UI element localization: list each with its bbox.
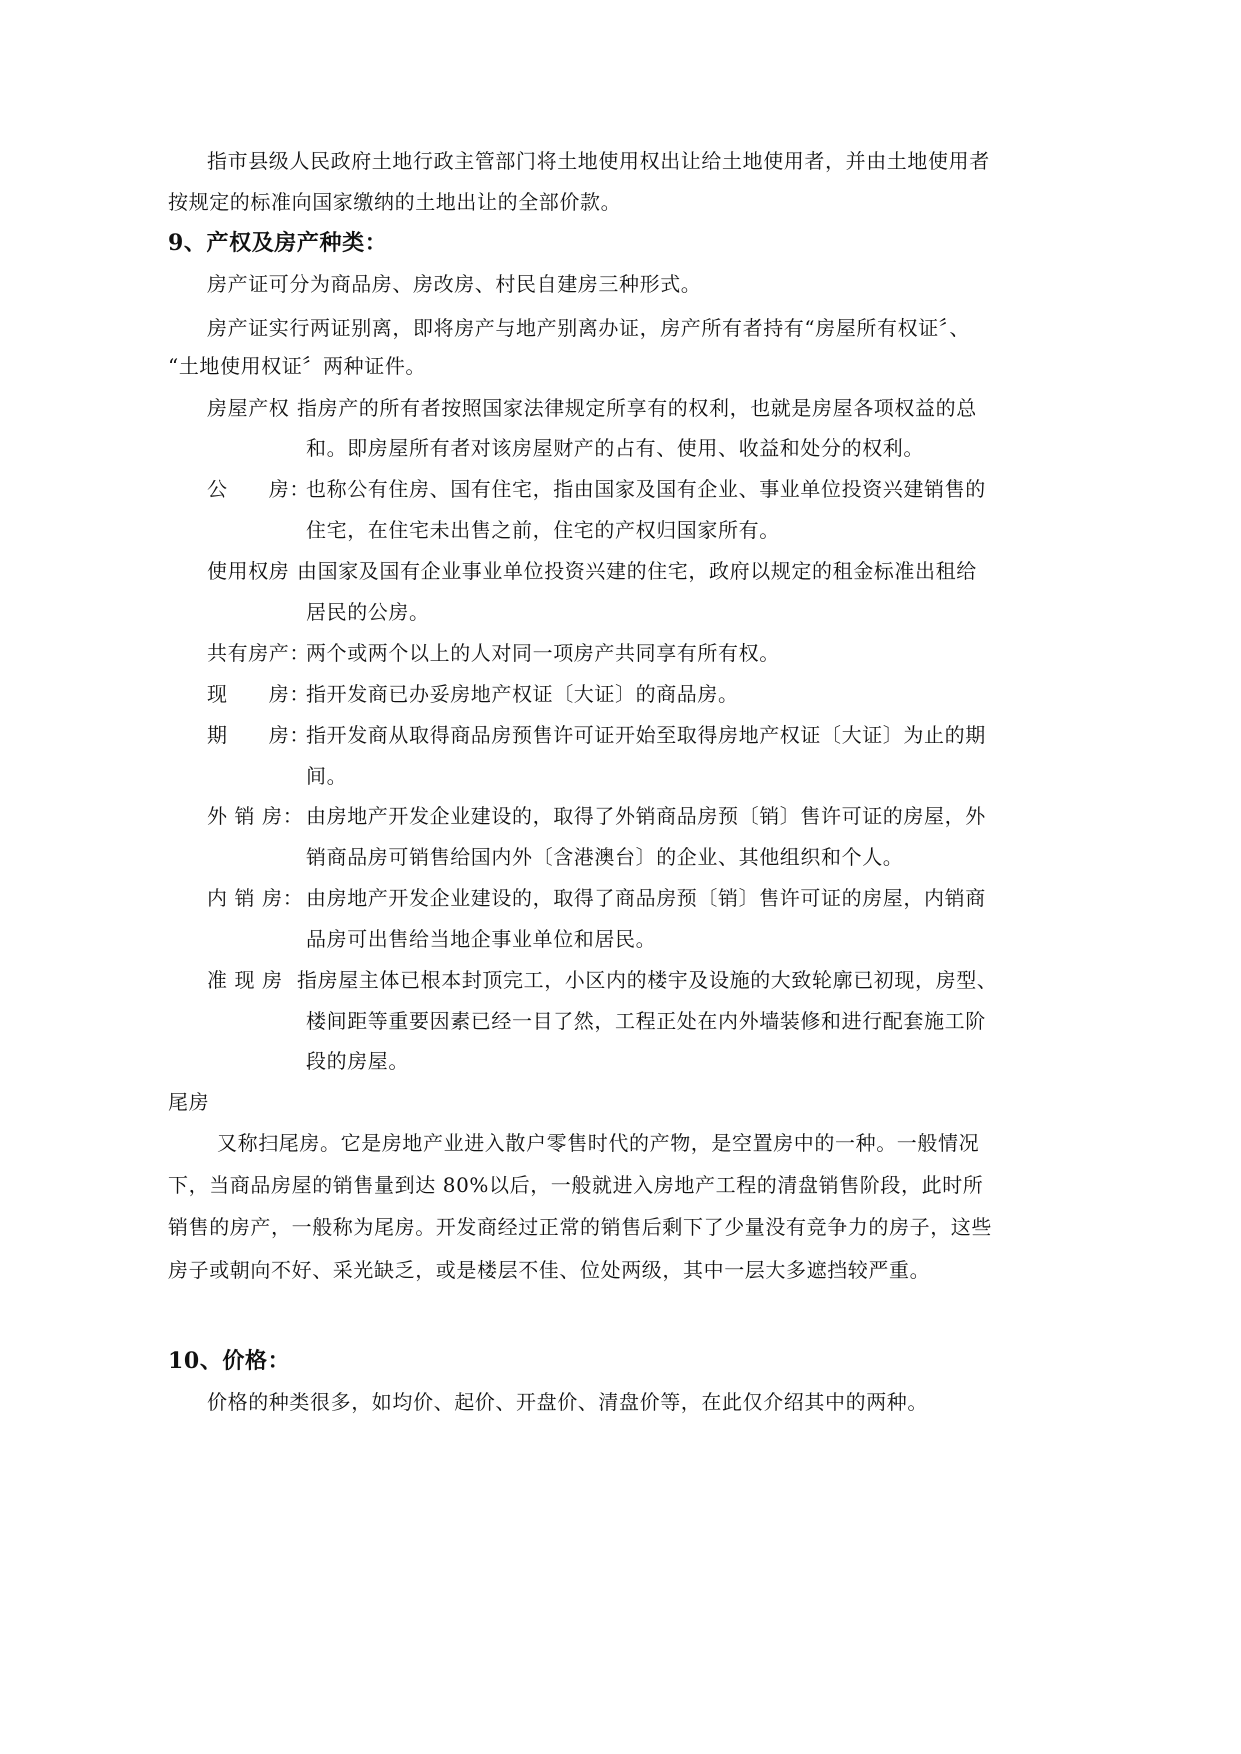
term-label-joint-property: 共有房产： [207,641,310,665]
section-9-para-1: 房产证可分为商品房、房改房、村民自建房三种形式。 [207,272,702,296]
term-export-housing-line-2: 销商品房可销售给国内外〔含港澳台〕的企业、其他组织和个人。 [306,845,904,869]
term-quasi-existing-housing-line-1: 指房屋主体已根本封顶完工，小区内的楼宇及设施的大致轮廓已初现，房型、 [297,968,998,992]
section-9-heading: 9、产权及房产种类： [168,230,388,256]
term-label-export-housing: 外 销 房： [207,804,304,828]
section-10-heading: 10、价格： [168,1348,291,1374]
term-domestic-housing-line-1: 由房地产开发企业建设的，取得了商品房预〔销〕售许可证的房屋，内销商 [306,886,986,910]
term-label-quasi-existing-housing: 准 现 房 [207,968,283,992]
term-use-right-housing-line-2: 居民的公房。 [306,600,430,624]
section-10-para-1: 价格的种类很多，如均价、起价、开盘价、清盘价等，在此仅介绍其中的两种。 [207,1390,928,1414]
land-fee-line-1: 指市县级人民政府土地行政主管部门将土地使用权出让给土地使用者，并由土地使用者 [207,149,990,173]
term-label-property-right: 房屋产权 [207,396,290,420]
term-property-right-line-1: 指房产的所有者按照国家法律规定所享有的权利，也就是房屋各项权益的总 [297,396,977,420]
term-property-right-line-2: 和。即房屋所有者对该房屋财产的占有、使用、收益和处分的权利。 [306,436,924,460]
section-9-para-2-line-2: “土地使用权证〞两种证件。 [168,354,427,378]
tail-house-line-2: 下，当商品房屋的销售量到达 80%以后，一般就进入房地产工程的清盘销售阶段，此时所 [168,1173,984,1197]
term-public-housing-line-1: 也称公有住房、国有住宅，指由国家及国有企业、事业单位投资兴建销售的 [306,477,986,501]
term-forward-housing-line-2: 间。 [306,764,348,788]
term-quasi-existing-housing-line-3: 段的房屋。 [306,1049,409,1073]
term-label-use-right-housing: 使用权房 [207,559,290,583]
land-fee-line-2: 按规定的标准向国家缴纳的土地出让的全部价款。 [168,190,622,214]
term-forward-housing-line-1: 指开发商从取得商品房预售许可证开始至取得房地产权证〔大证〕为止的期 [306,723,986,747]
tail-house-line-4: 房子或朝向不好、采光缺乏，或是楼层不佳、位处两级，其中一层大多遮挡较严重。 [168,1258,931,1282]
section-9-para-2-line-1: 房产证实行两证别离，即将房产与地产别离办证，房产所有者持有“房屋所有权证〞、 [207,316,971,340]
term-label-forward-housing: 期 房： [207,723,310,747]
term-label-public-housing: 公 房： [207,477,310,501]
term-use-right-housing-line-1: 由国家及国有企业事业单位投资兴建的住宅，政府以规定的租金标准出租给 [297,559,977,583]
term-domestic-housing-line-2: 品房可出售给当地企事业单位和居民。 [306,927,657,951]
term-label-domestic-housing: 内 销 房： [207,886,304,910]
term-quasi-existing-housing-line-2: 楼间距等重要因素已经一目了然，工程正处在内外墙装修和进行配套施工阶 [306,1009,986,1033]
term-export-housing-line-1: 由房地产开发企业建设的，取得了外销商品房预〔销〕售许可证的房屋，外 [306,804,986,828]
term-existing-housing-line-1: 指开发商已办妥房地产权证〔大证〕的商品房。 [306,682,739,706]
term-public-housing-line-2: 住宅，在住宅未出售之前，住宅的产权归国家所有。 [306,518,780,542]
tail-house-title: 尾房 [168,1090,210,1114]
term-label-existing-housing: 现 房： [207,682,310,706]
term-joint-property-line-1: 两个或两个以上的人对同一项房产共同享有所有权。 [306,641,780,665]
tail-house-line-3: 销售的房产，一般称为尾房。开发商经过正常的销售后剩下了少量没有竞争力的房子，这些 [168,1215,992,1239]
tail-house-line-1: 又称扫尾房。它是房地产业进入散户零售时代的产物，是空置房中的一种。一般情况 [217,1131,980,1155]
